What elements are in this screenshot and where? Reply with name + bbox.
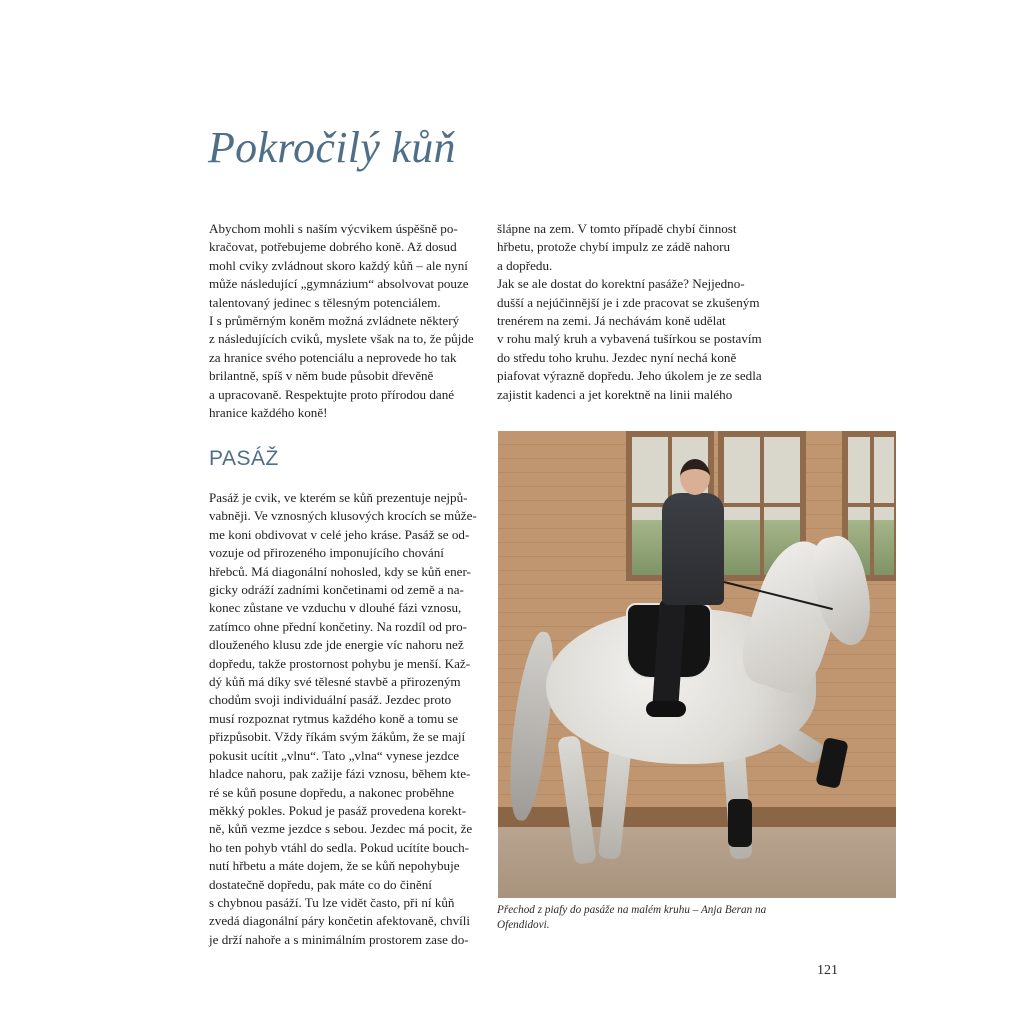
rider-jacket [662,493,724,605]
section-body-text: Pasáž je cvik, ve kterém se kůň prezentuje nejpů- vabněji. Ve vznosných klusových krocích se může- me koni obdivovat v celé jeho kráse. Pasáž se od- vozuje od přirozeného imponujícího chování hřebců. Má diagonální nohosled, kdy se kůň ener- gicky odráží zadními končetinami od země a na- konec zůstane ve vzduchu v dlouhé fázi vznosu, zatímco ohne přední končetiny. Na rozdíl od pro- dlouženého klusu zde jde energie víc nahoru než dopředu, takže prostornost pohybu je menší. Kaž- dý kůň má díky své tělesné stavbě a přirozeným chodům svoji individuální pasáž. Jezdec proto musí rozpoznat rytmus každého koně a tomu se přizpůsobit. Vždy říkám svým žákům, že se mají pokusit ucítit „vlnu“. Tato „vlna“ vynese jezdce hladce nahoru, pak zažije fázi vznosu, během kte- ré se kůň posune dopředu, a nakonec proběhne měkký pokles. Pokud je pasáž provedena korekt- ně, kůň vezme jezdce s sebou. Jezdec má pocit, že ho ten pohyb vtáhl do sedla. Pokud ucítíte bouch- nutí hřbetu a máte dojem, že se kůň nepohybuje dostatečně dopředu, pak máte co do činění s chybnou pasáží. Tu lze vidět často, při ní kůň zvedá diagonální páry končetin afektovaně, chvíli je drží nahoře a s minimálním prostorem zase do- [209,490,477,947]
intro-left-column: Abychom mohli s naším výcvikem úspěšně po- kračovat, potřebujeme dobrého koně. Až dosud mohl cviky zvládnout skoro každý kůň – ale nyní může následující „gymnázium“ absolvovat pouze talentovaný jedinec s tělesným potenciálem. I s průměrným koněm možná zvládnete některý z následujících cviků, myslete však na to, že půjde za hranice svého potenciálu a neprovede ho tak brilantně, spíš v něm bude působit dřevěně a upracovaně. Respektujte proto přírodou dané hranice každého koně! [209,221,474,421]
dressage-photo [498,431,896,898]
page-number: 121 [817,963,838,978]
arena-floor [498,827,896,898]
arena-kickboard [498,807,896,829]
horse-boot [728,799,752,847]
section-heading: PASÁŽ [209,447,279,470]
intro-right-column: šlápne na zem. V tomto případě chybí činnost hřbetu, protože chybí impulz ze zádě nahoru a dopředu. Jak se ale dostat do korektní pasáže? Nejjedno- dušší a nejúčinnější je i zde pracovat se zkušeným trenérem na zemi. Já nechávám koně udělat v rohu malý kruh a vybavená tušírkou se postavím do středu toho kruhu. Jezdec nyní nechá koně piafovat výrazně dopředu. Jeho úkolem je ze sedla zajistit kadenci a jet korektně na linii malého [497,221,762,402]
rider-head [680,459,710,495]
photo-caption: Přechod z piafy do pasáže na malém kruhu – Anja Beran na Ofendidovi. [497,904,767,932]
rider-boot [646,701,686,717]
chapter-title: Pokročilý kůň [208,123,456,172]
